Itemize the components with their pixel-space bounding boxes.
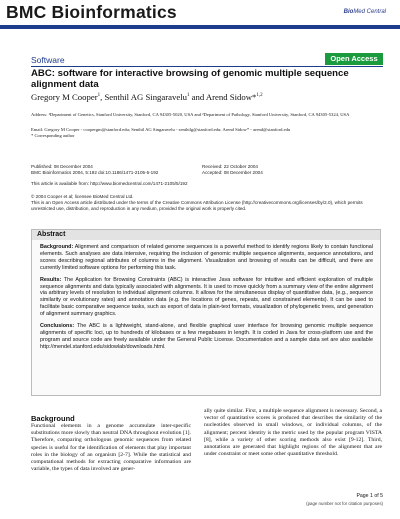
author-2-affil: 1 [186,93,190,99]
copyright-line: © 2004 Cooper et al; licensee BioMed Central Ltd. [31,194,134,199]
abstract-conclusions-label: Conclusions: [40,323,75,330]
author-2: , Senthil AG Singaravelu [100,92,187,102]
publisher-logo [344,9,386,15]
abstract-results-label: Results: [40,276,62,283]
author-1: Gregory M Cooper [31,92,98,102]
author-1-affil: 1 [97,93,101,99]
journal-title: BMC Bioinformatics [6,2,177,22]
page-number: Page 1 of 5 [356,493,383,499]
page-footer [306,493,383,508]
accepted-date: Accepted: 08 December 2004 [202,170,263,175]
author-list [31,92,263,102]
abstract-results-text: The Application for Browsing Constraints (ABC) is interactive Java software for intuitive and efficient exploration of multiple sequence alignments and data typically associated with alignments. It is used to move quickly from a summary view of the entire alignment via arbitrary levels of resolution to individual alignment columns. It allows for the simultaneous display of quantitative data, (e.g., sequence similarity or evolutionary rates) and annotation data (e.g. the locations of genes, repeats, and constrained elements). It can be used to facilitate basic comparative sequence tasks, such as export of data in plain-text formats, visualization of phylogenetic trees, and generation of alignment summary graphics. [40,276,373,318]
open-access-badge: Open Access [325,53,383,65]
section-label: Software [31,55,65,65]
background-heading: Background [31,414,75,423]
abstract-conclusions [40,323,373,351]
article-url[interactable]: This article is available from: http://www.biomedcentral.com/1471-2105/5/192 [31,181,188,186]
masthead-rule [0,25,400,29]
license-text: This is an Open Access article distributed under the terms of the Creative Commons Attribution License (http://creativecommons.org/licenses/by/2.0), which permits unrestricted use, distribution, and reproduction in any medium, provided the original work is properly cited. [31,200,363,211]
abstract-header [32,230,380,240]
abstract-box [31,229,381,396]
section-rule [31,66,383,67]
publisher-prefix: Bio [343,9,354,15]
page-note: (page number not for citation purposes) [306,501,383,506]
abstract-background [40,244,373,272]
body-column-1: Functional elements in a genome accumulate inter-specific substitutions more slowly than neutral DNA throughout evolution [1]. Therefore, comparing orthologous genomic sequences from related species is useful for the identification of elements that play important roles in the biology of an organism [2-7]. While the statistical and computational methods for extracting comparative information are variable, the types of data involved are gener- [31,423,191,473]
publication-right [202,164,372,176]
copyright-block [31,194,386,212]
abstract-results [40,277,373,318]
article-title: ABC: software for interactive browsing of genomic multiple sequence alignment data [31,68,349,90]
author-3-affil: 1,2 [256,93,263,99]
abstract-background-text: Alignment and comparison of related genome sequences is a powerful method to identify regions likely to contain functional elements. Such analyses are data intensive, requiring the inclusion of genomic multiple sequence alignments, sequence annotations, and scores describing regional attributes of columns in the alignment. Visualization and browsing of results can be difficult, and there are currently limited software options for performing this task. [40,244,373,271]
body-column-2: ally quite similar. First, a multiple sequence alignment is necessary. Second, a vector of quantitative scores is produced that describes the similarity of the nucleotides observed in small windows, or individual columns, of the alignment; percent identity is the metric used by the popular program VISTA [8], while a variety of other scoring methods also exist [9-12]. Third, annotations are generated that highlight regions of the alignment that are under constraint or meet some other quantitative threshold. [204,408,382,458]
email-block [31,127,386,139]
email-line: Email: Gregory M Cooper - coopergm@stanford.edu; Senthil AG Singaravelu - senthilg@stanford.edu; Arend Sidow* - arend@stanford.edu [31,127,291,132]
abstract-conclusions-text: The ABC is a lightweight, stand-alone, and flexible graphical user interface for browsing genomic multiple sequence alignments of specific loci, up to hundreds of kilobases or a few megabases in length. It is coded in Java for cross-platform use and the program and source code are freely available under the General Public License. Documentation and a sample data set are also available http://mendel.stanford.edu/sidowlab/downloads.html. [40,323,373,350]
publication-left [31,164,201,176]
author-3: and Arend Sidow* [189,92,257,102]
address: Address: ¹Department of Genetics, Stanford University, Stanford, CA 94305-5020, USA and ²Department of Pathology, Stanford University, Stanford, CA 94305-5324, USA [31,112,350,117]
publisher-rest: Med Central [353,9,386,15]
corresponding-author-note: * Corresponding author [31,133,75,138]
masthead [0,0,400,26]
abstract-body [40,244,373,356]
abstract-background-label: Background: [40,244,74,250]
received-date: Received: 22 October 2004 [202,164,258,169]
citation: BMC Bioinformatics 2004, 5:192 doi:10.1186/1471-2105-5-192 [31,170,159,175]
abstract-heading: Abstract [37,231,66,238]
published-date: Published: 08 December 2004 [31,164,93,169]
